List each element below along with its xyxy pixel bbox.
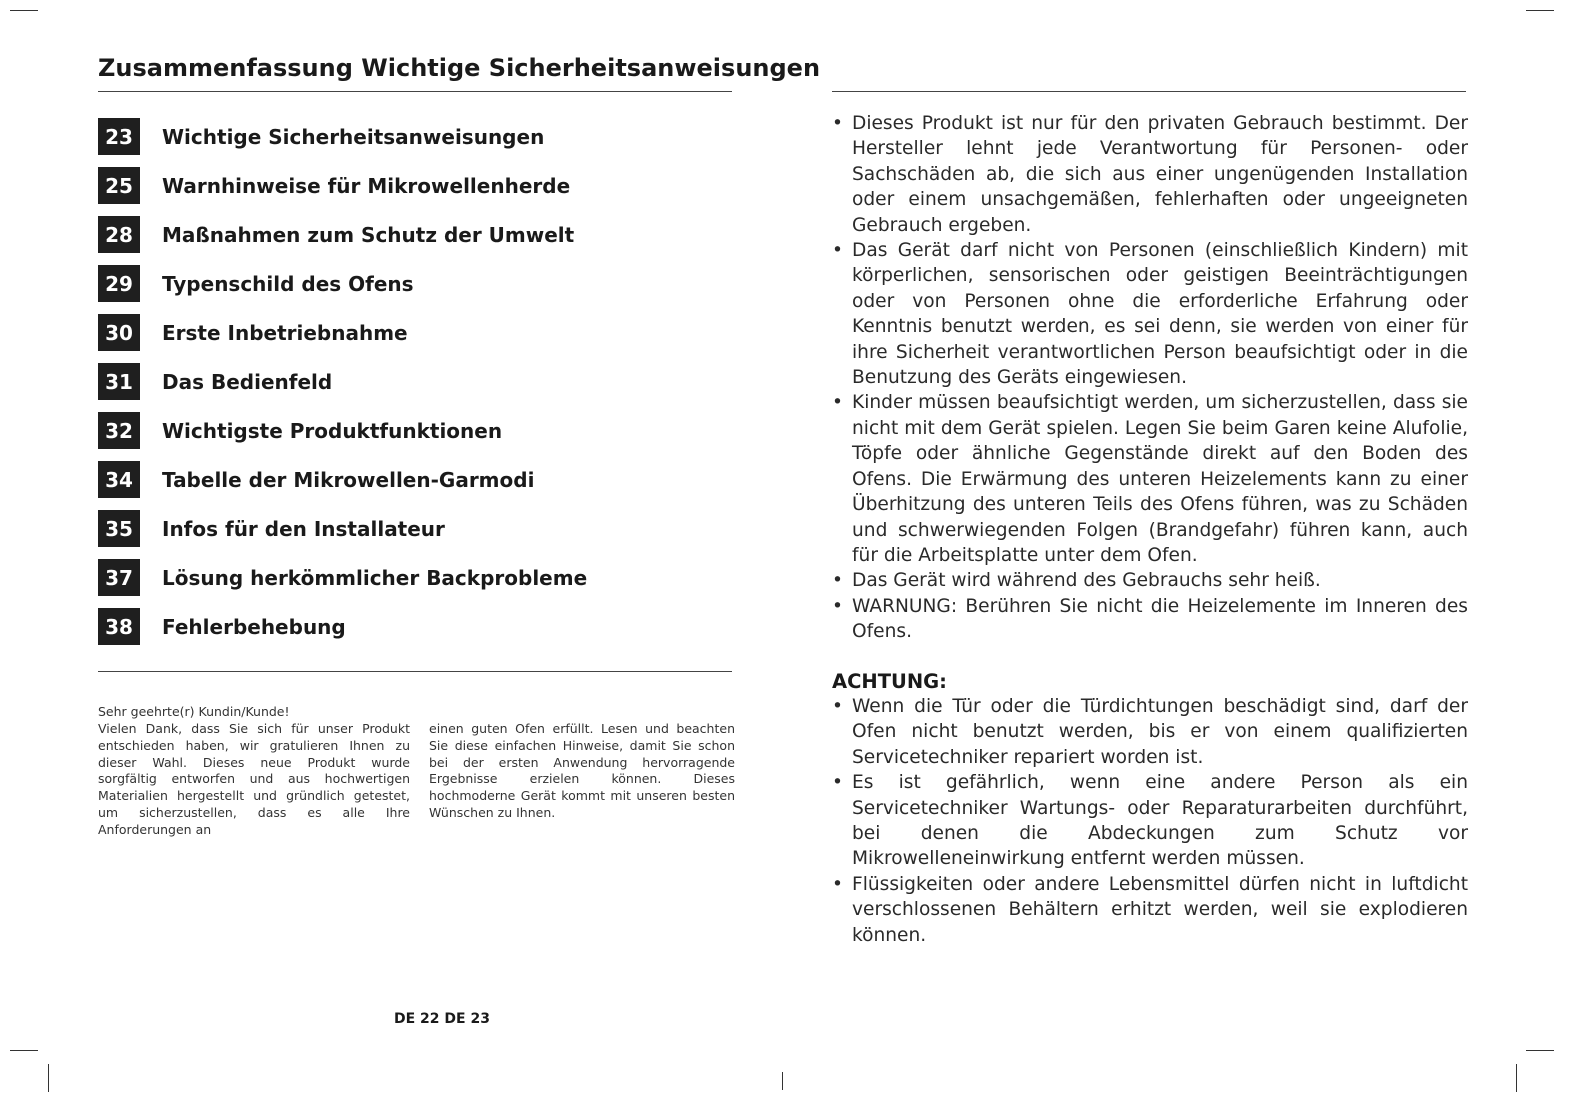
toc-page-number: 29 [98,265,140,302]
list-item: • WARNUNG: Berühren Sie nicht die Heizelemente im Inneren des Ofens. [832,594,1468,645]
list-item: • Das Gerät darf nicht von Personen (einschließlich Kindern) mit körperlichen, sensorischen oder geistigen Beeinträchtigungen oder von Personen ohne die erforderliche Erfahrung oder Kenntnis benutzt werden, es sei denn, sie werden von einer für ihre Sicherheit verantwortlichen Person beaufsichtigt oder in die Benutzung des Geräts eingewiesen. [832,238,1468,390]
letter-greeting: Sehr geehrte(r) Kundin/Kunde! [98,704,290,719]
toc-page-number: 32 [98,412,140,449]
divider [832,91,1466,92]
list-item: • Kinder müssen beaufsichtigt werden, um sicherzustellen, dass sie nicht mit dem Gerät spielen. Legen Sie beim Garen keine Alufolie, Töpfe oder ähnliche Gegenstände direkt auf den Boden des Ofens. Die Erwärmung des unteren Heizelements kann zu einer Überhitzung des unteren Teils des Ofens führen, was zu Schäden und schwerwiegenden Folgen (Brandgefahr) führen kann, auch für die Arbeitsplatte unter dem Ofen. [832,390,1468,568]
warning-list [832,694,1468,948]
crop-mark [48,1064,49,1092]
safety-instructions [832,111,1468,948]
toc-page-number: 31 [98,363,140,400]
toc-page-number: 25 [98,167,140,204]
page-title: Zusammenfassung Wichtige Sicherheitsanweisungen [98,54,821,82]
list-item: • Wenn die Tür oder die Türdichtungen beschädigt sind, darf der Ofen nicht benutzt werden, bis er von einem qualifizierten Servicetechniker repariert worden ist. [832,694,1468,770]
toc-page-number: 28 [98,216,140,253]
toc-item[interactable] [98,510,738,547]
toc-page-number: 23 [98,118,140,155]
list-item: • Das Gerät wird während des Gebrauchs sehr heiß. [832,568,1468,593]
toc-item[interactable] [98,118,738,155]
list-item: • Es ist gefährlich, wenn eine andere Person als ein Servicetechniker Wartungs- oder Reparaturarbeiten durchführt, bei denen die Abdeckungen zum Schutz vor Mikrowelleneinwirkung entfernt werden müssen. [832,770,1468,872]
warning-heading: ACHTUNG: [832,669,947,693]
toc-item-label: Wichtige Sicherheitsanweisungen [162,124,545,149]
toc-item-label: Warnhinweise für Mikrowellenherde [162,173,571,198]
toc-page-number: 35 [98,510,140,547]
toc-item-label: Erste Inbetriebnahme [162,320,408,345]
crop-mark [782,1072,783,1090]
toc-item-label: Maßnahmen zum Schutz der Umwelt [162,222,575,247]
letter-column-2: einen guten Ofen erfüllt. Lesen und beachten Sie diese einfachen Hinweise, damit Sie schon bei der ersten Anwendung hervorragende Ergebnisse erzielen können. Dieses hochmoderne Gerät kommt mit unseren besten Wünschen zu Ihnen. [429,721,735,820]
customer-letter [98,704,290,721]
crop-mark [1526,1050,1554,1051]
toc-page-number: 30 [98,314,140,351]
toc-item[interactable] [98,216,738,253]
toc-item[interactable] [98,559,738,596]
table-of-contents [98,118,738,657]
list-item: • Flüssigkeiten oder andere Lebensmittel dürfen nicht in luftdicht verschlossenen Behältern erhitzt werden, weil sie explodieren können. [832,872,1468,948]
divider [98,91,732,92]
letter-column-1: Vielen Dank, dass Sie sich für unser Produkt entschieden haben, wir gratulieren Ihnen zu dieser Wahl. Dieses neue Produkt wurde sorgfältig entworfen und aus hochwertigen Materialien hergestellt und gründlich getestet, um sicherzustellen, dass es alle Ihre Anforderungen an [98,721,410,837]
list-item: • Dieses Produkt ist nur für den privaten Gebrauch bestimmt. Der Hersteller lehnt jede Verantwortung für Personen- oder Sachschäden ab, die sich aus einer ungenügenden Installation oder einem unsachgemäßen, fehlerhaften oder ungeeigneten Gebrauch ergeben. [832,111,1468,238]
toc-item[interactable] [98,412,738,449]
page-numbers: DE 22 DE 23 [394,1011,490,1027]
toc-item-label: Fehlerbehebung [162,614,346,639]
toc-item[interactable] [98,608,738,645]
crop-mark [10,10,38,11]
crop-mark [10,1050,38,1051]
toc-item[interactable] [98,461,738,498]
toc-item[interactable] [98,363,738,400]
safety-list [832,111,1468,645]
crop-mark [1526,10,1554,11]
toc-item-label: Das Bedienfeld [162,369,333,394]
crop-mark [1516,1064,1517,1092]
toc-item-label: Infos für den Installateur [162,516,445,541]
toc-page-number: 34 [98,461,140,498]
divider [98,671,732,672]
toc-item-label: Wichtigste Produktfunktionen [162,418,503,443]
toc-item-label: Lösung herkömmlicher Backprobleme [162,565,588,590]
toc-item-label: Tabelle der Mikrowellen-Garmodi [162,467,535,492]
toc-page-number: 37 [98,559,140,596]
toc-page-number: 38 [98,608,140,645]
toc-item-label: Typenschild des Ofens [162,271,414,296]
toc-item[interactable] [98,167,738,204]
toc-item[interactable] [98,265,738,302]
toc-item[interactable] [98,314,738,351]
